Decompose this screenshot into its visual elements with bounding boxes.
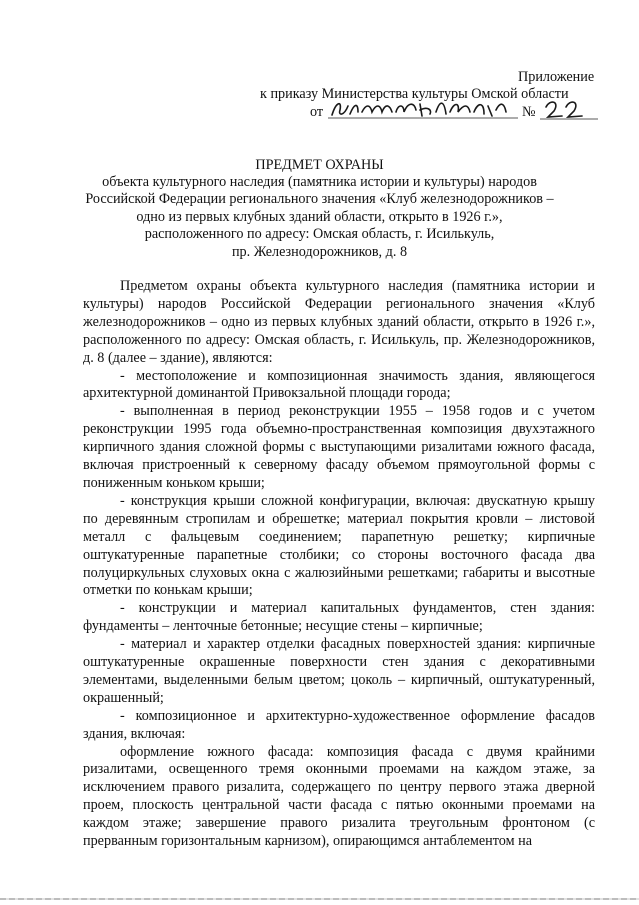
body-paragraph: оформление южного фасада: композиция фасада с двумя крайними ризалитами, освещенного тремя оконными проемами на каждом этаже, за исключением правого ризалита, содержащего по центру первого этажа дверной проем, плоскость центральной части фасада с пятью оконными проемами на каждом этаже; завершение правого ризалита треугольным фронтоном (с прерванным горизонтальным карнизом), опирающимся антаблементом на — [83, 743, 595, 850]
handwritten-number — [540, 97, 598, 123]
title-line: объекта культурного наследия (памятника истории и культуры) народов — [102, 174, 537, 190]
title-line: пр. Железнодорожников, д. 8 — [231, 244, 408, 260]
number-prefix: № — [522, 104, 536, 120]
body-paragraph: - конструкция крыши сложной конфигурации, включая: двускатную крышу по деревянным стропилам и обрешетке; материал покрытия кровли – листовой металл с фальцевым соединением; парапетную решетку; кирпичные оштукатуренные парапетные столбики; со стороны восточного фасада два полуциркульных слуховых окна с жалюзийными решетками; габариты и высотные отметки по конькам крыши; — [83, 492, 595, 599]
title-line: расположенного по адресу: Омская область, г. Исилькуль, — [144, 226, 495, 242]
document-title: ПРЕДМЕТ ОХРАНЫ — [255, 157, 384, 173]
document-body — [83, 278, 595, 851]
title-line: одно из первых клубных зданий области, открыто в 1926 г.», — [136, 209, 503, 225]
appendix-label: Приложение — [518, 69, 595, 85]
title-line: Российской Федерации регионального значения «Клуб железнодорожников – — [85, 191, 554, 207]
scan-edge-line — [0, 898, 639, 900]
body-paragraph: - конструкции и материал капитальных фундаментов, стен здания: фундаменты – ленточные бетонные; несущие стены – кирпичные; — [83, 600, 595, 635]
body-paragraph: Предметом охраны объекта культурного наследия (памятника истории и культуры) народов Российской Федерации регионального значения «Клуб железнодорожников – одно из первых клубных зданий области, открыто в 1926 г.», расположенного по адресу: Омская область, г. Исилькуль, пр. Железнодорожников, д. 8 (далее – здание), являются: — [83, 278, 595, 366]
body-paragraph: - местоположение и композиционная значимость здания, являющегося архитектурной доминантой Привокзальной площади города; — [83, 367, 595, 402]
body-paragraph: - материал и характер отделки фасадных поверхностей здания: кирпичные оштукатуренные окрашенные поверхности стен здания с декоративными элементами, выделенными белым цветом; цоколь – кирпичный, оштукатуренный, окрашенный; — [83, 636, 595, 706]
order-reference: к приказу Министерства культуры Омской области — [260, 86, 569, 102]
handwritten-date — [328, 96, 518, 122]
date-prefix: от — [310, 104, 324, 120]
body-paragraph: - выполненная в период реконструкции 1955 – 1958 годов и с учетом реконструкции 1995 года объемно-пространственная композиция двухэтажного кирпичного здания сложной формы с выступающими ризалитами южного фасада, включая пристроенный к северному фасаду объемом прямоугольной формы с пониженным коньком крыши; — [83, 403, 595, 491]
body-paragraph: - композиционное и архитектурно-художественное оформление фасадов здания, включая: — [83, 707, 595, 742]
